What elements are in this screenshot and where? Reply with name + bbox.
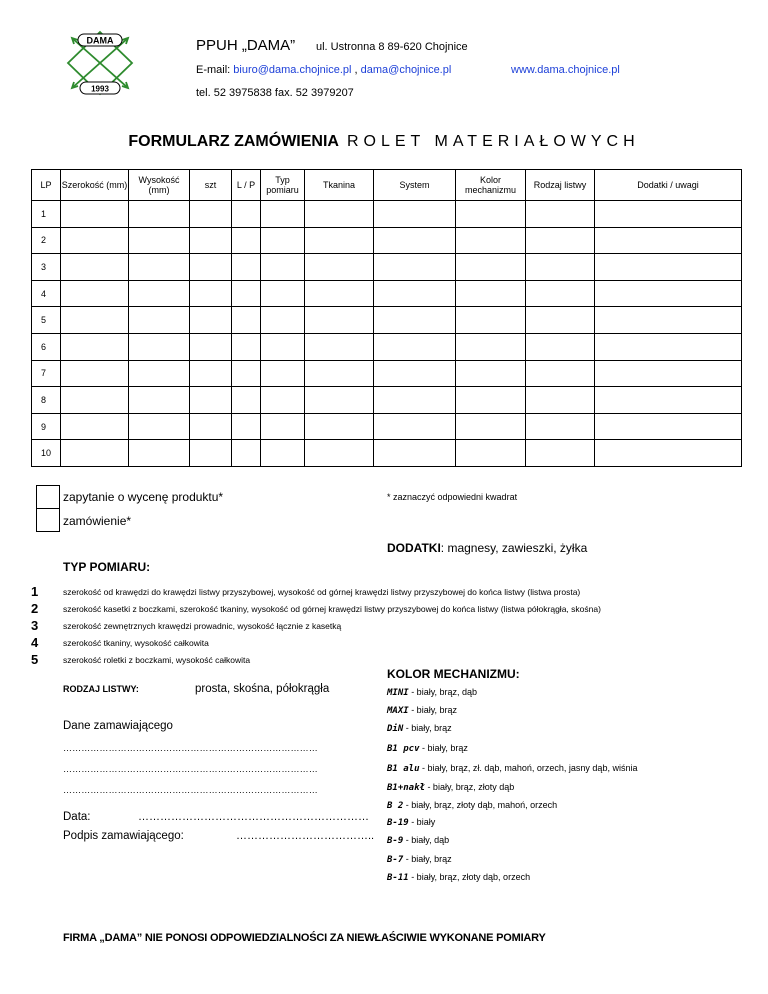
table-cell[interactable] xyxy=(374,201,456,228)
table-cell[interactable] xyxy=(526,413,595,440)
email-line xyxy=(196,64,451,76)
form-title xyxy=(0,133,768,151)
company-logo xyxy=(64,28,136,98)
kolor-item xyxy=(387,763,637,774)
table-cell[interactable] xyxy=(526,280,595,307)
order-table xyxy=(31,169,742,467)
column-header: Dodatki / uwagi xyxy=(595,170,742,201)
table-cell[interactable] xyxy=(61,440,129,467)
table-cell[interactable] xyxy=(526,227,595,254)
mechanism-colors: - biały, brąz xyxy=(403,854,452,864)
column-header: System xyxy=(374,170,456,201)
table-cell[interactable] xyxy=(374,307,456,334)
column-header: szt xyxy=(190,170,232,201)
kolor-item xyxy=(387,872,530,883)
mechanism-name: B-9 xyxy=(387,836,404,846)
mechanism-colors: - biały, brąz xyxy=(419,743,468,753)
typ-pomiaru-title: TYP POMIARU: xyxy=(63,560,151,574)
table-cell[interactable] xyxy=(261,333,305,360)
table-cell[interactable] xyxy=(190,360,232,387)
table-cell[interactable] xyxy=(61,333,129,360)
rodzaj-listwy-value: prosta, skośna, półokrągła xyxy=(195,683,330,695)
phone-fax: tel. 52 3975838 fax. 52 3979207 xyxy=(196,87,354,99)
table-cell[interactable] xyxy=(190,440,232,467)
typ-pomiaru-text: szerokość roletki z boczkami, wysokość całkowita xyxy=(63,655,251,665)
table-cell[interactable] xyxy=(595,360,742,387)
mechanism-colors: - biały, brąz, złoty dąb, orzech xyxy=(408,872,531,882)
table-cell[interactable] xyxy=(261,307,305,334)
company-address: ul. Ustronna 8 89-620 Chojnice xyxy=(316,41,468,53)
typ-pomiaru-text: szerokość zewnętrznych krawędzi prowadnic, wysokość łącznie z kasetką xyxy=(63,621,342,631)
table-cell[interactable] xyxy=(232,254,261,281)
table-cell[interactable] xyxy=(190,280,232,307)
table-cell[interactable] xyxy=(190,201,232,228)
table-cell[interactable] xyxy=(232,307,261,334)
table-cell[interactable] xyxy=(61,227,129,254)
table-cell[interactable] xyxy=(526,201,595,228)
table-cell[interactable] xyxy=(305,387,374,414)
table-cell[interactable] xyxy=(129,413,190,440)
mechanism-name: B-7 xyxy=(387,855,404,865)
rodzaj-listwy-label: RODZAJ LISTWY: xyxy=(63,684,139,694)
email-link-biuro[interactable]: biuro@dama.chojnice.pl xyxy=(233,64,352,76)
table-cell[interactable] xyxy=(305,307,374,334)
mechanism-colors: - biały, brąz xyxy=(408,705,458,715)
row-number: 4 xyxy=(32,280,61,307)
dodatki-text: : magnesy, zawieszki, żyłka xyxy=(440,541,588,555)
table-cell[interactable] xyxy=(261,440,305,467)
podpis-field[interactable]: ……………………………….. xyxy=(236,830,375,842)
kolor-mechanizmu-title: KOLOR MECHANIZMU: xyxy=(387,667,520,681)
kolor-item xyxy=(387,723,452,734)
checkbox-note: * zaznaczyć odpowiedni kwadrat xyxy=(387,492,518,502)
table-cell[interactable] xyxy=(190,333,232,360)
table-cell[interactable] xyxy=(261,360,305,387)
kolor-item xyxy=(387,743,468,754)
mechanism-name: B1 alu xyxy=(387,764,420,774)
table-cell[interactable] xyxy=(129,201,190,228)
table-cell[interactable] xyxy=(374,360,456,387)
mechanism-name: DiN xyxy=(387,724,404,734)
data-label: Data: xyxy=(63,811,91,823)
table-cell[interactable] xyxy=(61,413,129,440)
table-body xyxy=(32,201,742,467)
mechanism-colors: - biały, brąz, złoty dąb, mahoń, orzech xyxy=(403,800,558,810)
table-cell[interactable] xyxy=(456,307,526,334)
table-row xyxy=(32,440,742,467)
table-cell[interactable] xyxy=(526,360,595,387)
row-number: 6 xyxy=(32,333,61,360)
table-cell[interactable] xyxy=(305,413,374,440)
table-cell[interactable] xyxy=(129,333,190,360)
row-number: 1 xyxy=(32,201,61,228)
company-name: PPUH „DAMA” xyxy=(196,37,296,54)
dodatki-line xyxy=(387,541,587,555)
email-separator: , xyxy=(351,64,361,76)
typ-pomiaru-text: szerokość kasetki z boczkami, szerokość tkaniny, wysokość od górnej krawędzi listwy przyszybowej do końca listwy (listwa półokrągła, skośna) xyxy=(63,604,601,614)
row-number: 3 xyxy=(32,254,61,281)
table-row xyxy=(32,333,742,360)
mechanism-colors: - biały, brąz xyxy=(403,723,452,733)
wycena-checkbox[interactable] xyxy=(36,485,60,509)
typ-pomiaru-number: 1 xyxy=(31,584,39,599)
mechanism-name: MINI xyxy=(387,688,409,698)
table-cell[interactable] xyxy=(456,254,526,281)
table-cell[interactable] xyxy=(232,360,261,387)
table-cell[interactable] xyxy=(305,333,374,360)
table-cell[interactable] xyxy=(129,307,190,334)
table-cell[interactable] xyxy=(374,413,456,440)
table-cell[interactable] xyxy=(456,387,526,414)
table-cell[interactable] xyxy=(595,387,742,414)
table-cell[interactable] xyxy=(232,413,261,440)
table-cell[interactable] xyxy=(190,254,232,281)
zamowienie-checkbox[interactable] xyxy=(36,508,60,532)
logo-text-bottom: 1993 xyxy=(91,84,109,94)
table-cell[interactable] xyxy=(595,413,742,440)
column-header: Kolor mechanizmu xyxy=(456,170,526,201)
table-cell[interactable] xyxy=(232,280,261,307)
logo-text-top: DAMA xyxy=(86,35,114,46)
dane-field-line-2[interactable]: ………………………………………………………………………… xyxy=(63,764,318,774)
typ-pomiaru-text: szerokość tkaniny, wysokość całkowita xyxy=(63,638,209,648)
table-row xyxy=(32,254,742,281)
table-cell[interactable] xyxy=(595,227,742,254)
table-row xyxy=(32,360,742,387)
kolor-item xyxy=(387,854,452,865)
table-cell[interactable] xyxy=(261,387,305,414)
table-cell[interactable] xyxy=(61,201,129,228)
table-cell[interactable] xyxy=(261,201,305,228)
table-cell[interactable] xyxy=(61,307,129,334)
column-header: Tkanina xyxy=(305,170,374,201)
table-cell[interactable] xyxy=(261,413,305,440)
row-number: 7 xyxy=(32,360,61,387)
column-header: Typ pomiaru xyxy=(261,170,305,201)
dane-field-line-3[interactable]: ………………………………………………………………………… xyxy=(63,785,318,795)
mechanism-colors: - biały, brąz, zł. dąb, mahoń, orzech, jasny dąb, wiśnia xyxy=(419,763,638,773)
email-prefix: E-mail: xyxy=(196,64,234,76)
row-number: 10 xyxy=(32,440,61,467)
mechanism-name: B1 pcv xyxy=(387,744,420,754)
table-cell[interactable] xyxy=(129,227,190,254)
data-field[interactable]: ……………………………………………………… xyxy=(138,811,369,823)
table-cell[interactable] xyxy=(305,280,374,307)
kolor-item xyxy=(387,817,435,828)
mechanism-name: B-19 xyxy=(387,818,409,828)
table-cell[interactable] xyxy=(595,440,742,467)
table-cell[interactable] xyxy=(190,413,232,440)
table-cell[interactable] xyxy=(526,387,595,414)
mechanism-name: B1+nakł xyxy=(387,783,425,793)
dane-field-line-1[interactable]: ………………………………………………………………………… xyxy=(63,743,318,753)
table-cell[interactable] xyxy=(595,201,742,228)
table-cell[interactable] xyxy=(526,333,595,360)
disclaimer-footer: FIRMA „DAMA” NIE PONOSI ODPOWIEDZIALNOŚCI ZA NIEWŁAŚCIWIE WYKONANE POMIARY xyxy=(63,932,546,944)
mechanism-colors: - biały, brąz, złoty dąb xyxy=(424,782,515,792)
table-row xyxy=(32,280,742,307)
website-link[interactable]: www.dama.chojnice.pl xyxy=(511,64,620,76)
typ-pomiaru-number: 3 xyxy=(31,618,39,633)
table-cell[interactable] xyxy=(595,307,742,334)
table-cell[interactable] xyxy=(61,360,129,387)
mechanism-name: B 2 xyxy=(387,801,404,811)
table-cell[interactable] xyxy=(374,333,456,360)
table-cell[interactable] xyxy=(456,440,526,467)
table-cell[interactable] xyxy=(456,227,526,254)
kolor-item xyxy=(387,705,457,716)
table-header-row xyxy=(32,170,742,201)
column-header: LP xyxy=(32,170,61,201)
dane-zamawiajacego-label: Dane zamawiającego xyxy=(63,720,173,732)
table-cell[interactable] xyxy=(456,360,526,387)
table-cell[interactable] xyxy=(374,387,456,414)
row-number: 2 xyxy=(32,227,61,254)
table-row xyxy=(32,201,742,228)
row-number: 5 xyxy=(32,307,61,334)
table-row xyxy=(32,227,742,254)
column-header: L / P xyxy=(232,170,261,201)
row-number: 9 xyxy=(32,413,61,440)
typ-pomiaru-number: 2 xyxy=(31,601,39,616)
table-cell[interactable] xyxy=(232,387,261,414)
table-cell[interactable] xyxy=(232,201,261,228)
mechanism-colors: - biały xyxy=(408,817,436,827)
table-cell[interactable] xyxy=(232,227,261,254)
wycena-label: zapytanie o wycenę produktu* xyxy=(63,490,224,504)
table-cell[interactable] xyxy=(305,227,374,254)
column-header: Wysokość (mm) xyxy=(129,170,190,201)
table-cell[interactable] xyxy=(129,387,190,414)
table-cell[interactable] xyxy=(190,387,232,414)
table-cell[interactable] xyxy=(232,333,261,360)
table-cell[interactable] xyxy=(129,360,190,387)
table-cell[interactable] xyxy=(526,440,595,467)
mechanism-colors: - biały, dąb xyxy=(403,835,450,845)
table-cell[interactable] xyxy=(61,280,129,307)
table-cell[interactable] xyxy=(456,413,526,440)
row-number: 8 xyxy=(32,387,61,414)
dodatki-label: DODATKI xyxy=(387,541,441,555)
mechanism-name: B-11 xyxy=(387,873,409,883)
table-cell[interactable] xyxy=(190,307,232,334)
column-header: Szerokość (mm) xyxy=(61,170,129,201)
column-header: Rodzaj listwy xyxy=(526,170,595,201)
table-cell[interactable] xyxy=(261,254,305,281)
table-cell[interactable] xyxy=(456,280,526,307)
kolor-item xyxy=(387,687,477,698)
email-link-dama[interactable]: dama@chojnice.pl xyxy=(360,64,452,76)
table-cell[interactable] xyxy=(595,280,742,307)
kolor-item xyxy=(387,800,557,811)
table-cell[interactable] xyxy=(232,440,261,467)
form-title-main: FORMULARZ ZAMÓWIENIA xyxy=(128,133,339,150)
table-cell[interactable] xyxy=(61,254,129,281)
table-cell[interactable] xyxy=(261,227,305,254)
logo-graphic xyxy=(64,28,136,98)
table-header xyxy=(32,170,742,201)
table-cell[interactable] xyxy=(305,360,374,387)
table-cell[interactable] xyxy=(526,254,595,281)
table-cell[interactable] xyxy=(305,254,374,281)
table-cell[interactable] xyxy=(305,440,374,467)
table-row xyxy=(32,413,742,440)
table-cell[interactable] xyxy=(595,333,742,360)
typ-pomiaru-number: 5 xyxy=(31,652,39,667)
table-cell[interactable] xyxy=(374,254,456,281)
table-cell[interactable] xyxy=(190,227,232,254)
table-cell[interactable] xyxy=(374,227,456,254)
kolor-item xyxy=(387,782,514,793)
typ-pomiaru-number: 4 xyxy=(31,635,39,650)
table-cell[interactable] xyxy=(456,333,526,360)
table-cell[interactable] xyxy=(305,201,374,228)
table-cell[interactable] xyxy=(129,440,190,467)
table-cell[interactable] xyxy=(374,440,456,467)
form-title-spaced: ROLET MATERIAŁOWYCH xyxy=(346,133,640,150)
table-row xyxy=(32,387,742,414)
table-cell[interactable] xyxy=(374,280,456,307)
typ-pomiaru-text: szerokość od krawędzi do krawędzi listwy przyszybowej, wysokość od górnej krawędzi listwy przyszybowej do końca listwy (listwa prosta) xyxy=(63,587,581,597)
table-cell[interactable] xyxy=(261,280,305,307)
table-cell[interactable] xyxy=(129,280,190,307)
zamowienie-label: zamówienie* xyxy=(63,514,132,528)
table-cell[interactable] xyxy=(456,201,526,228)
mechanism-colors: - biały, brąz, dąb xyxy=(408,687,478,697)
table-row xyxy=(32,307,742,334)
table-cell[interactable] xyxy=(526,307,595,334)
mechanism-name: MAXI xyxy=(387,706,409,716)
table-cell[interactable] xyxy=(129,254,190,281)
kolor-item xyxy=(387,835,449,846)
table-cell[interactable] xyxy=(61,387,129,414)
table-cell[interactable] xyxy=(595,254,742,281)
podpis-label: Podpis zamawiającego: xyxy=(63,830,184,842)
